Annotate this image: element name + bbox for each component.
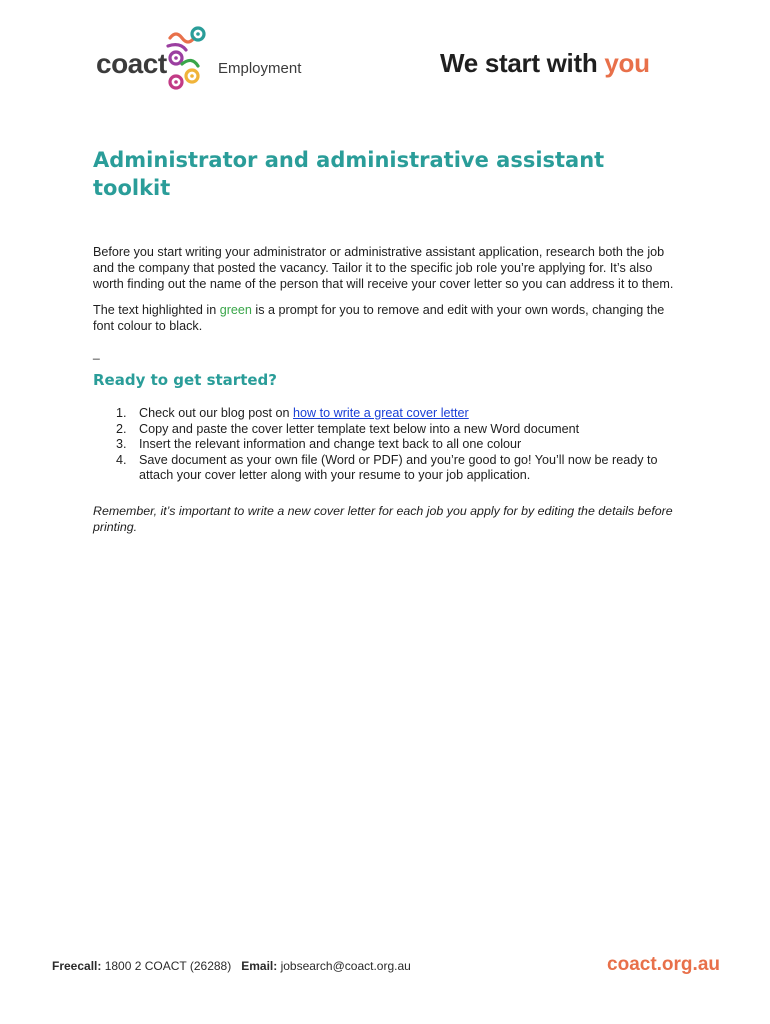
- list-number: 1.: [116, 406, 127, 421]
- tagline: [440, 48, 650, 79]
- page-footer: [52, 954, 720, 978]
- blog-post-link[interactable]: how to write a great cover letter: [293, 406, 469, 421]
- page-header: [0, 0, 770, 110]
- brand-name: coact: [96, 48, 167, 79]
- list-number: 3.: [116, 437, 127, 452]
- prompt-before: The text highlighted in: [93, 302, 220, 317]
- step-text: Check out our blog post on: [139, 406, 294, 421]
- step-text: Insert the relevant information and change text back to all one colour: [139, 437, 522, 452]
- website-url: coact.org.au: [607, 954, 720, 975]
- section-heading: Ready to get started?: [93, 371, 277, 390]
- list-number: 4.: [116, 452, 127, 467]
- coact-logo-icon: [162, 24, 218, 96]
- list-number: 2.: [116, 421, 127, 436]
- prompt-green-word: green: [219, 302, 252, 317]
- prompt-after: is a prompt for you to remove and edit with your own words, changing the font colour to black.: [93, 302, 665, 333]
- reminder-note: Remember, it’s important to write a new cover letter for each job you apply for by editing the details before printing.: [93, 503, 673, 535]
- list-item: [93, 453, 677, 484]
- list-item: [93, 437, 677, 453]
- document-title: Administrator and administrative assistant toolkit: [93, 148, 605, 200]
- contact-info: [52, 959, 411, 973]
- freecall-number: 1800 2 COACT (26288): [101, 959, 242, 973]
- email-label: Email:: [241, 959, 278, 973]
- prompt-paragraph: [93, 302, 677, 334]
- tagline-main: We start with: [440, 48, 605, 78]
- separator-dash: _: [93, 346, 100, 361]
- email-address: jobsearch@coact.org.au: [277, 959, 411, 973]
- step-text: Save document as your own file (Word or PDF) and you’re good to go! You’ll now be ready to attach your cover letter along with your resume to your job application.: [139, 452, 658, 483]
- intro-paragraph: Before you start writing your administrator or administrative assistant application, research both the job and the company that posted the vacancy. Tailor it to the specific job role you’re applying for. It’s also worth finding out the name of the person that will receive your cover letter so you can address it to them.: [93, 245, 674, 292]
- list-item: [93, 422, 677, 438]
- tagline-accent: you: [604, 48, 650, 78]
- freecall-label: Freecall:: [52, 959, 102, 973]
- brand-subtitle: Employment: [218, 60, 302, 77]
- steps-list: [93, 406, 677, 484]
- list-item: [93, 406, 677, 422]
- step-text: Copy and paste the cover letter template text below into a new Word document: [139, 421, 580, 436]
- document-body: [93, 146, 677, 535]
